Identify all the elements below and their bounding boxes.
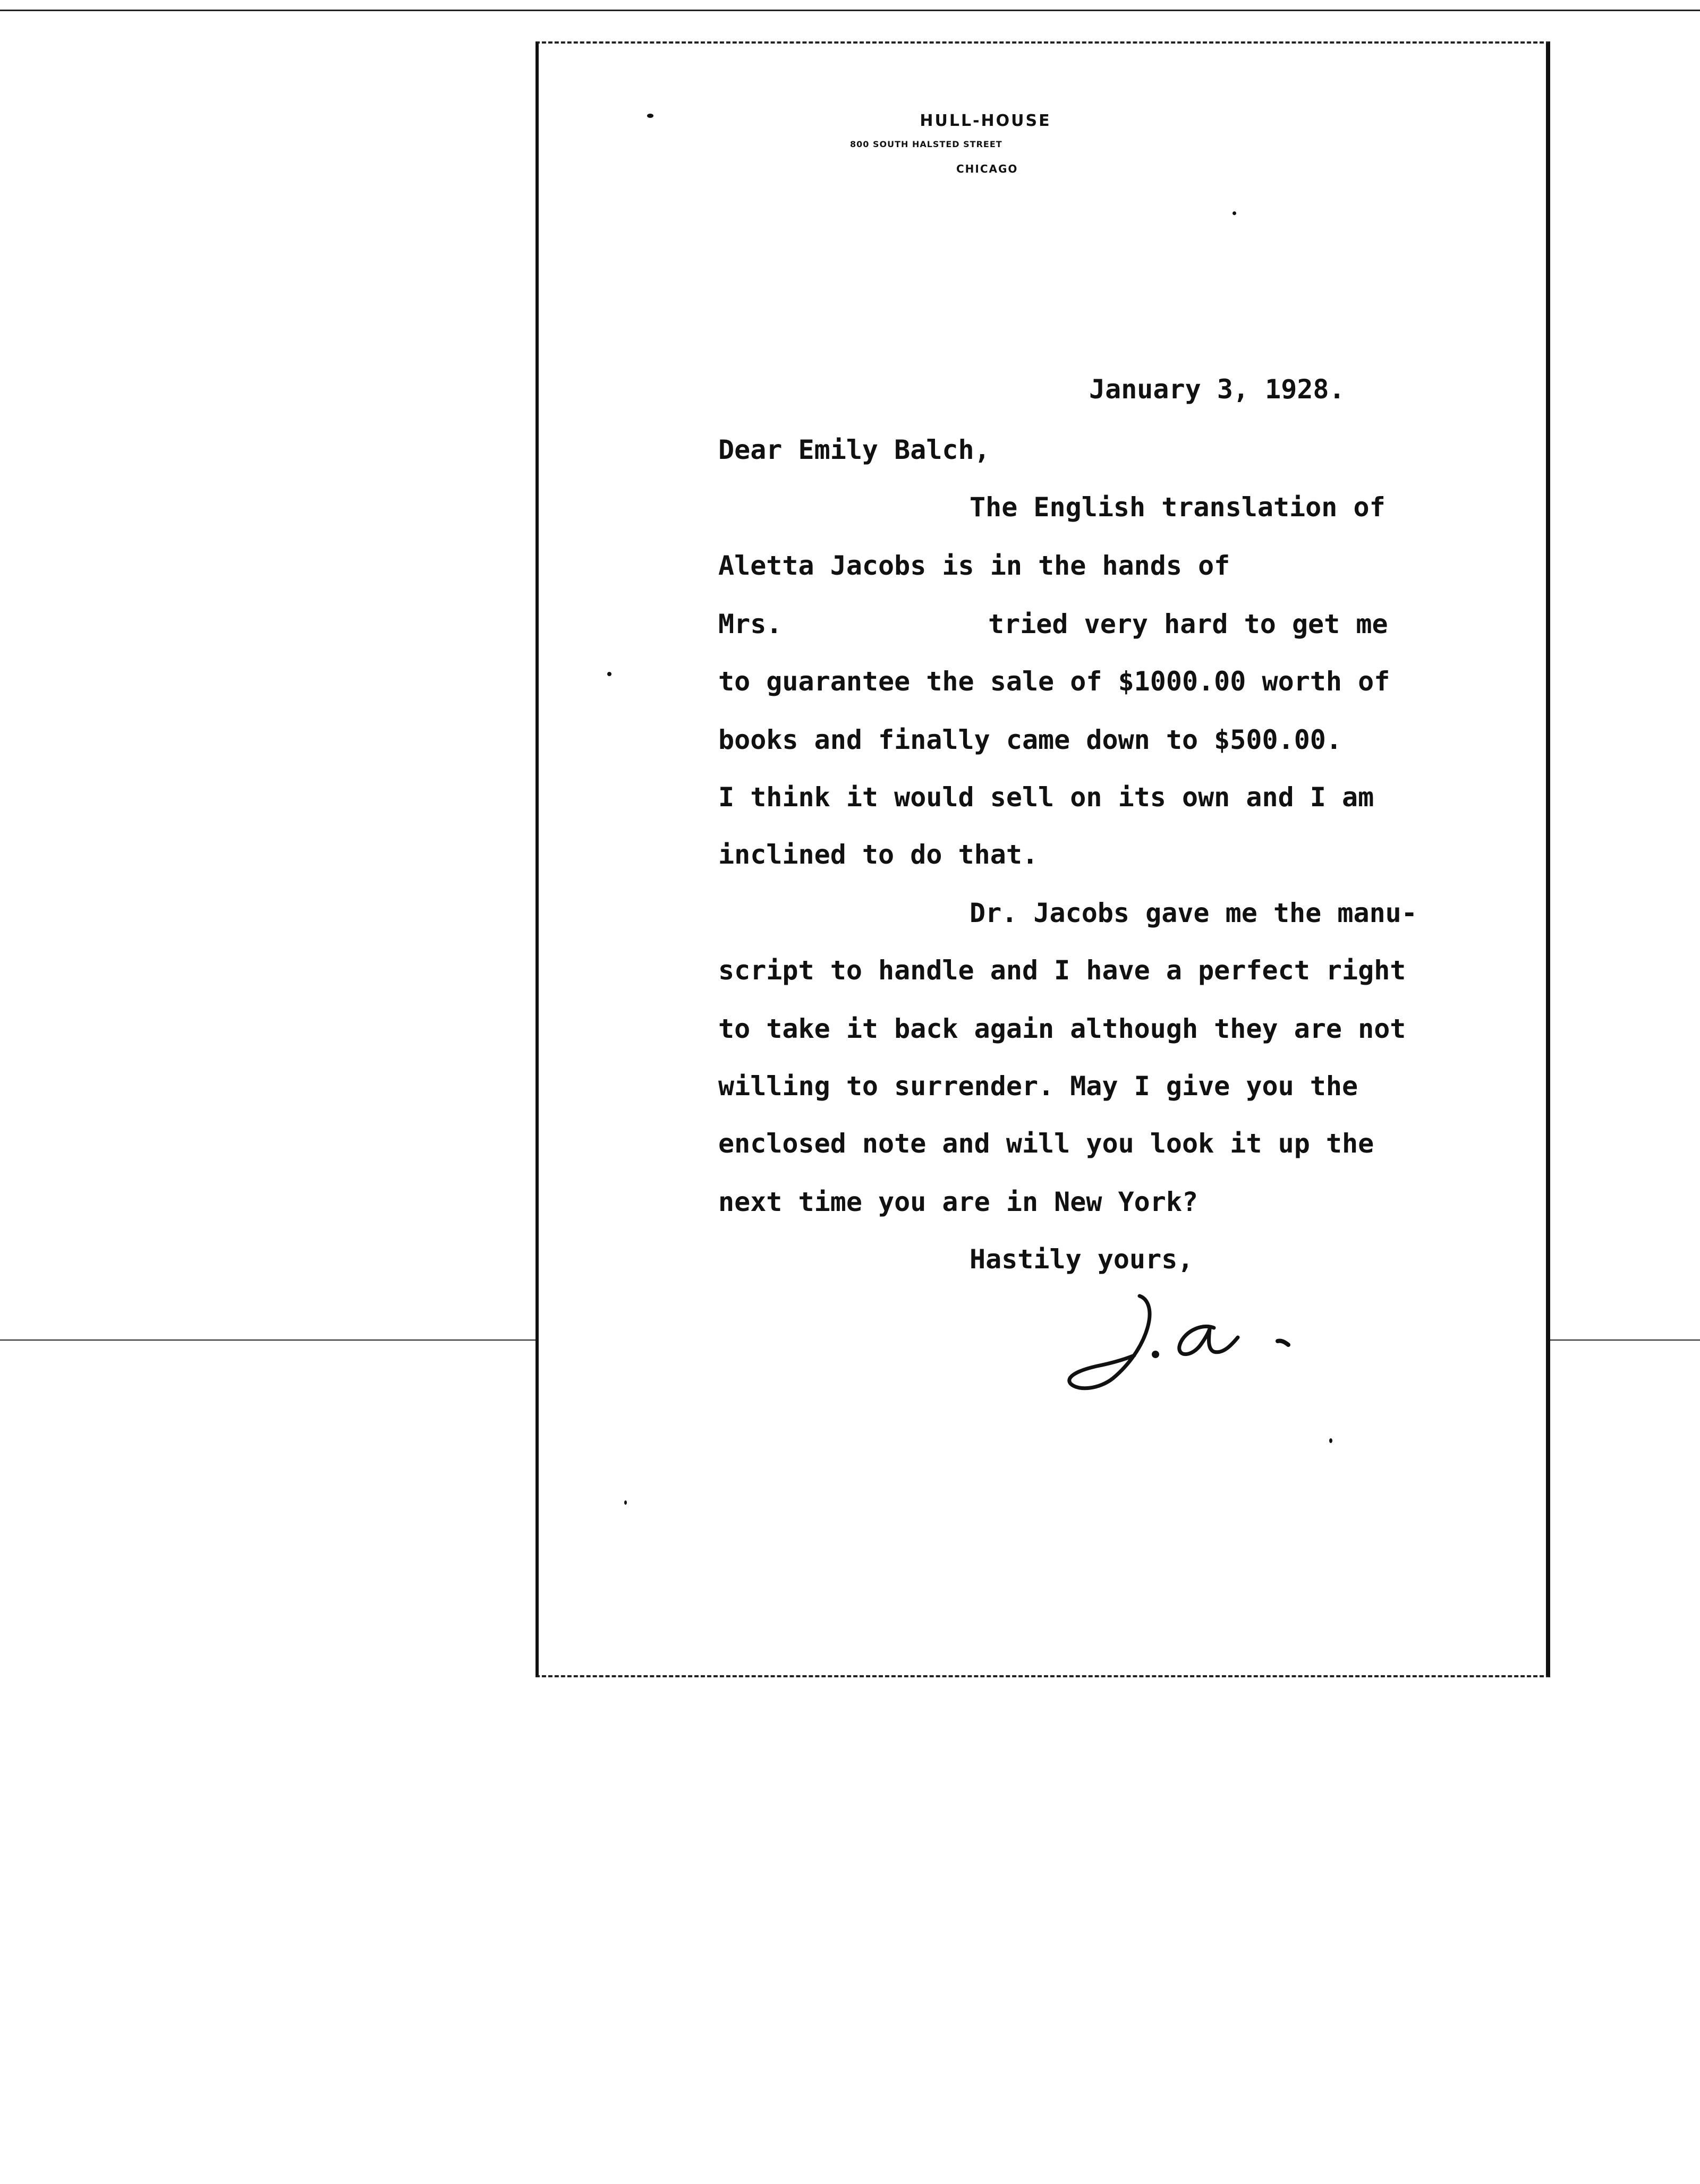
letterhead-address: 800 SOUTH HALSTED STREET <box>850 139 1002 149</box>
body-line-5: books and finally came down to $500.00. <box>718 724 1342 755</box>
scan-edge-line <box>1550 1340 1700 1341</box>
scan-speck <box>607 672 611 676</box>
body-line-9: script to handle and I have a perfect right <box>718 955 1406 986</box>
body-line-11: willing to surrender. May I give you the <box>718 1071 1358 1102</box>
body-line-8: Dr. Jacobs gave me the manu- <box>970 898 1417 928</box>
letter-date: January 3, 1928. <box>1089 374 1345 405</box>
letterhead-city: CHICAGO <box>956 163 1018 175</box>
scan-top-edge <box>0 10 1700 11</box>
scan-speck <box>1232 211 1236 215</box>
body-line-3a: Mrs. <box>718 609 783 639</box>
body-line-3b: tried very hard to get me <box>988 609 1388 639</box>
body-line-12: enclosed note and will you look it up the <box>718 1128 1374 1159</box>
body-line-10: to take it back again although they are not <box>718 1013 1406 1044</box>
scan-speck <box>624 1500 627 1505</box>
signature-initials <box>1055 1285 1304 1402</box>
letter-salutation: Dear Emily Balch, <box>718 434 990 465</box>
scan-speck <box>647 114 653 118</box>
scan-speck <box>1329 1438 1332 1443</box>
body-line-6: I think it would sell on its own and I am <box>718 782 1374 813</box>
scan-edge-line <box>0 1340 536 1341</box>
body-line-13: next time you are in New York? <box>718 1187 1198 1217</box>
body-line-7: inclined to do that. <box>718 839 1039 870</box>
letter-page <box>536 41 1550 1677</box>
body-line-2: Aletta Jacobs is in the hands of <box>718 550 1230 581</box>
letter-closing: Hastily yours, <box>970 1244 1194 1275</box>
body-line-1: The English translation of <box>970 492 1386 523</box>
body-line-4: to guarantee the sale of $1000.00 worth of <box>718 666 1390 697</box>
letterhead-organization: HULL-HOUSE <box>920 112 1051 130</box>
